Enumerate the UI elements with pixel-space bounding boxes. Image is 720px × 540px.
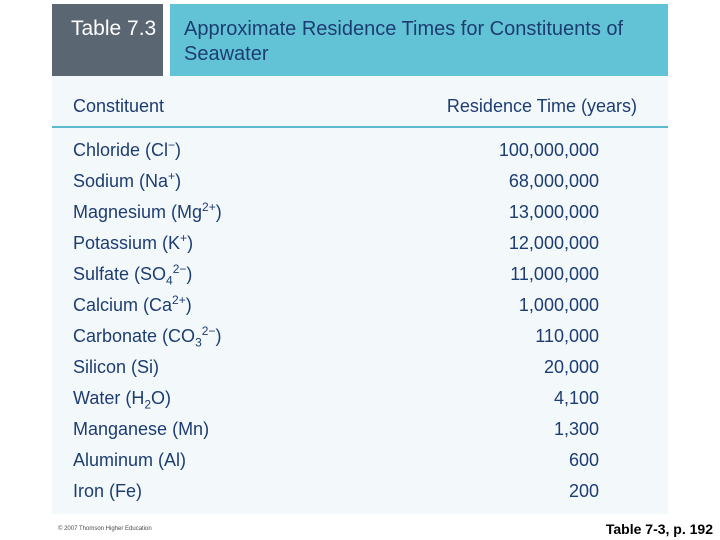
constituent-name: Carbonate $(CO_3^{2-})$ <box>73 324 222 350</box>
residence-time-value: 68,000,000 <box>508 171 599 191</box>
constituent-name: Sulfate $(SO_4^{2-})$ <box>73 262 193 288</box>
slide-caption: Table 7-3, p. 192 <box>605 521 713 537</box>
constituent-name: Manganese (Mn) <box>73 419 210 439</box>
formula-subscript: 4 <box>166 273 173 288</box>
residence-time-value: 12,000,000 <box>508 233 599 253</box>
column-header-constituent: Constituent <box>73 96 165 116</box>
formula-superscript: + <box>168 169 176 183</box>
constituent-name: Silicon (Si) <box>73 357 160 377</box>
header-rule <box>52 126 668 128</box>
header-divider <box>163 4 170 76</box>
table-row <box>52 446 668 477</box>
residence-time-value: 110,000 <box>535 326 599 346</box>
residence-time-value: 13,000,000 <box>508 202 599 222</box>
table-body <box>52 136 668 508</box>
formula-subscript: 2 <box>144 397 152 412</box>
constituent-name: Calcium $(Ca^{2+})$ <box>73 293 192 315</box>
table-row <box>52 353 668 384</box>
residence-time-value: 600 <box>568 450 599 470</box>
column-header-residence-time: Residence Time (years) <box>446 96 637 116</box>
residence-time-value: 4,100 <box>553 388 599 408</box>
residence-time-value: 1,300 <box>553 419 599 439</box>
residence-time-value: 200 <box>568 481 599 501</box>
table-row <box>52 198 668 229</box>
constituent-name: Aluminum (Al) <box>73 450 187 470</box>
residence-time-value: 20,000 <box>543 357 599 377</box>
table-row <box>52 322 668 353</box>
copyright-notice: © 2007 Thomson Higher Education <box>58 526 152 532</box>
constituent-name: Chloride (Cl−) <box>73 138 182 160</box>
formula-subscript: 3 <box>195 335 202 350</box>
formula-superscript: 2+ <box>202 200 216 214</box>
residence-time-value: 1,000,000 <box>518 295 599 315</box>
table-title: Approximate Residence Times for Constituents of Seawater <box>170 4 668 76</box>
table-row <box>52 136 668 167</box>
formula-superscript: 2− <box>201 324 216 338</box>
table-header <box>52 4 668 76</box>
constituent-name: Potassium (K+) <box>73 231 194 253</box>
constituent-name: Sodium (Na+) <box>73 169 182 191</box>
formula-superscript: + <box>180 231 188 245</box>
table-row <box>52 291 668 322</box>
constituent-name: Iron (Fe) <box>73 481 143 501</box>
column-headers <box>52 94 668 122</box>
table-row <box>52 167 668 198</box>
formula-superscript: 2+ <box>172 293 186 307</box>
table-row <box>52 229 668 260</box>
residence-time-value: 11,000,000 <box>510 264 599 284</box>
residence-time-value: 100,000,000 <box>498 140 599 160</box>
table-row <box>52 384 668 415</box>
table-row <box>52 415 668 446</box>
table-row <box>52 260 668 291</box>
constituent-name: Water $(H_2O)$ <box>73 388 172 412</box>
formula-superscript: 2− <box>172 262 187 276</box>
constituent-name: Magnesium $(Mg^{2+})$ <box>73 200 222 222</box>
formula-superscript: − <box>168 138 176 152</box>
table-number: Table 7.3 <box>52 4 163 76</box>
table-row <box>52 477 668 508</box>
